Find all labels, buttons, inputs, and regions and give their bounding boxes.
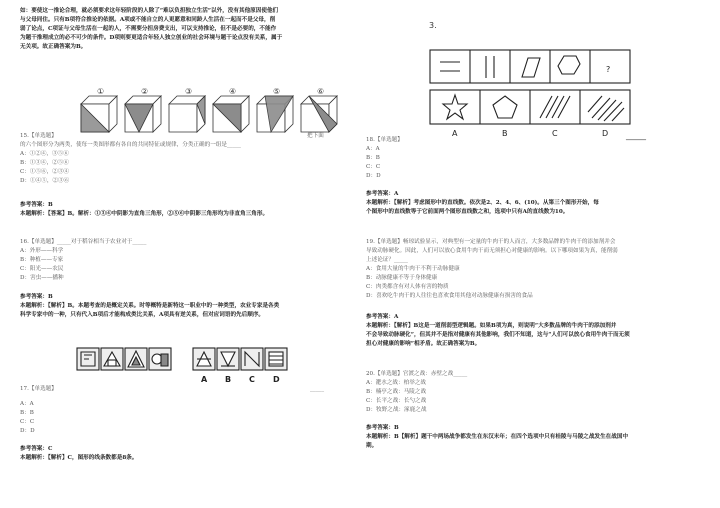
q17-analysis: 本题解析：【解析】C，图形的线条数都是8条。 bbox=[20, 455, 138, 461]
q19-analysis-line: 本题解析：【解析】B这是一道削弱型逻辑题。如果B项为真，则说明“大多数品牌的牛肉干的添加剂并 bbox=[366, 323, 617, 329]
q17-answer-block bbox=[20, 445, 350, 463]
q15-header: 15.【单选题】 bbox=[20, 133, 57, 139]
intro-line: 与父母同住。只有B项符合推论的依据。A项或不能自立的人更愿意和同龄人生活在一起而不是父母，削 bbox=[20, 17, 276, 23]
q19-analysis-line: 担心对健康的影响”相矛盾。故正确答案为B。 bbox=[366, 341, 481, 347]
cube-number: ⑥ bbox=[317, 87, 325, 96]
q19-answer-block bbox=[366, 313, 696, 349]
q16-option[interactable]: A：外形——科学 bbox=[20, 248, 64, 254]
q15-answer: 参考答案：B bbox=[20, 202, 53, 208]
q15-analysis: 本题解析：【答案】B。解析：①③④中阴影为直角三角形，②⑤⑥中阴影三角形均为非直角三角形。 bbox=[20, 211, 269, 217]
q17-option[interactable]: A：A bbox=[20, 401, 34, 407]
q19-header: 19.【单选题】畅琼试验显示，对典型有一定量的牛肉干的人而言，大多数品牌的牛肉干的添加剂并会 bbox=[366, 239, 616, 245]
cube-5 bbox=[257, 96, 293, 132]
question-20 bbox=[366, 370, 696, 415]
q15-cubes-figure bbox=[75, 87, 345, 138]
q19-analysis-line: 不会导致动脉硬化”，但其并不是指对健康有其他影响，我们不知道，这与“人们可以放心食用牛肉干而无须 bbox=[366, 332, 630, 338]
q18-number: 3. bbox=[429, 21, 437, 30]
q18-figure bbox=[426, 22, 646, 152]
q18-analysis-line: 个图形中的直线数等于它前面两个图形直线数之和，选项中只有A的直线数为10。 bbox=[366, 209, 569, 215]
q15-stem: 的六个图形分为两类，使每一类图形都有各自的共同特征或规律，分类正确的一组是_____ bbox=[20, 142, 241, 148]
q18-figure-label: C bbox=[552, 129, 558, 138]
cube-number: ③ bbox=[185, 87, 193, 96]
q15-answer-block bbox=[20, 201, 350, 219]
cube-3 bbox=[169, 96, 205, 132]
q17-blank: _____ bbox=[310, 386, 324, 392]
q15-option[interactable]: C：①⑤⑥，②③④ bbox=[20, 169, 70, 175]
q17-option[interactable]: C：C bbox=[20, 419, 35, 425]
q18-question-mark: ? bbox=[606, 65, 611, 74]
q17-answer: 参考答案：C bbox=[20, 446, 53, 452]
q18-option[interactable]: B：B bbox=[366, 155, 380, 161]
q17-figure-label: B bbox=[225, 375, 232, 384]
q16-option[interactable]: D：害虫——播种 bbox=[20, 275, 64, 281]
q19-option[interactable]: B：动脉健康不等于身体健康 bbox=[366, 275, 438, 281]
q19-option[interactable]: D：喜欢吃牛肉干的人往往也喜欢食用其他对动脉健康有损害的食品 bbox=[366, 293, 533, 299]
cube-4 bbox=[213, 96, 249, 132]
q17-option[interactable]: B：B bbox=[20, 410, 34, 416]
q20-analysis-line: 期。 bbox=[366, 443, 378, 449]
q19-option[interactable]: C：肉类都含有对人体有害的物质 bbox=[366, 284, 449, 290]
q18-option[interactable]: C：C bbox=[366, 164, 381, 170]
q18-figure-label: A bbox=[452, 129, 458, 138]
question-15 bbox=[20, 132, 350, 186]
q16-option[interactable]: B：种植——专家 bbox=[20, 257, 64, 263]
intro-line: 为题干推理成立的必不可少的条件。D项则要更适合年轻人独立创业的社会环境与题干论点没有关系，属于 bbox=[20, 35, 283, 41]
q15-side-text: 把下面 bbox=[307, 133, 324, 139]
q20-option[interactable]: C：长平之战：长勺之战 bbox=[366, 398, 427, 404]
q17-figure-label: A bbox=[201, 375, 208, 384]
q19-option[interactable]: A：食用大量的牛肉干不利于动脉健康 bbox=[366, 266, 460, 272]
q18-option[interactable]: A：A bbox=[366, 146, 380, 152]
q20-header: 20.【单选题】官渡之战：赤壁之战_____ bbox=[366, 371, 468, 377]
intro-line: 无关项。故正确答案为B。 bbox=[20, 44, 87, 50]
question-18 bbox=[366, 136, 696, 181]
q17-figure-label: C bbox=[249, 375, 255, 384]
cube-6 bbox=[301, 96, 337, 132]
q20-option[interactable]: B：楠亭之战：马陵之战 bbox=[366, 389, 427, 395]
q16-option[interactable]: C：阳光——农民 bbox=[20, 266, 64, 272]
intro-analysis bbox=[20, 7, 350, 52]
q17-figure bbox=[75, 346, 335, 388]
q20-analysis-line: 本题解析：B【解析】题干中两场战争都发生在东汉末年；在四个选项中只有桂陵与马陵之战发生在战国中 bbox=[366, 434, 629, 440]
q20-answer: 参考答案：B bbox=[366, 425, 399, 431]
cube-1 bbox=[81, 96, 117, 132]
q18-answer-block bbox=[366, 190, 696, 217]
question-16 bbox=[20, 238, 350, 283]
q15-option[interactable]: B：①③④，②⑤⑥ bbox=[20, 160, 69, 166]
cube-number: ① bbox=[97, 87, 105, 96]
q18-header: 18.【单选题】 bbox=[366, 137, 403, 143]
q16-analysis-line: 本题解析：【解析】B。本题考查的是概定关系。时等概特是新特这一职业中的一种类型，农业专家是各类 bbox=[20, 303, 280, 309]
q20-answer-block bbox=[366, 424, 696, 451]
q15-option[interactable]: D：①④⑤，②③⑥ bbox=[20, 178, 70, 184]
q19-answer: 参考答案：A bbox=[366, 314, 399, 320]
question-17 bbox=[20, 385, 350, 436]
q17-figure-label: D bbox=[273, 375, 280, 384]
cube-number: ② bbox=[141, 87, 149, 96]
q17-option[interactable]: D：D bbox=[20, 428, 35, 434]
q18-figure-label: B bbox=[502, 129, 508, 138]
q19-stem-line: 导致动脉硬化。因此，人们可以放心食用牛肉干而无须担心对健康的影响。以下哪项如果为真，能削弱 bbox=[366, 248, 618, 254]
q18-answer: 参考答案：A bbox=[366, 191, 399, 197]
q20-option[interactable]: A：淝水之战：柏举之战 bbox=[366, 380, 426, 386]
q17-header: 17.【单选题】 bbox=[20, 386, 57, 392]
q18-option[interactable]: D：D bbox=[366, 173, 381, 179]
q18-figure-label: D bbox=[602, 129, 609, 138]
q16-analysis-line: 科学专家中的一种，只有代入B项后才能构成类比关系，A项具有逆关系，但对应词语的先后顺序。 bbox=[20, 312, 265, 318]
q16-header: 16.【单选题】_____对于稻谷相当于农业对于_____ bbox=[20, 239, 147, 245]
q15-option[interactable]: A：①②④，③⑤⑥ bbox=[20, 151, 69, 157]
cube-2 bbox=[125, 96, 161, 132]
q16-answer: 参考答案：B bbox=[20, 294, 53, 300]
q19-stem-line: 上述论证？_____ bbox=[366, 257, 408, 263]
cube-number: ④ bbox=[229, 87, 237, 96]
q18-blank: _____ bbox=[626, 131, 646, 140]
q16-answer-block bbox=[20, 293, 350, 320]
q20-option[interactable]: D：牧野之战：涿鹿之战 bbox=[366, 407, 427, 413]
cube-number: ⑤ bbox=[273, 87, 281, 96]
question-19 bbox=[366, 238, 696, 301]
intro-line: 弱了论点，C项证与父母生活在一起的人，不需要分担房费支出，可以支持推论，但不是必要的，不能作 bbox=[20, 26, 277, 32]
intro-line: 如：要使这一推论合理，就必须要求这年轻阶段的人除了“难以负担独立生活”以外，没有其他原因使他们 bbox=[20, 8, 279, 14]
q18-analysis-line: 本题解析：【解析】考虑图形中的直线数。依次是2、2、4、6、(10)。从第三个图形开始，每 bbox=[366, 200, 599, 206]
